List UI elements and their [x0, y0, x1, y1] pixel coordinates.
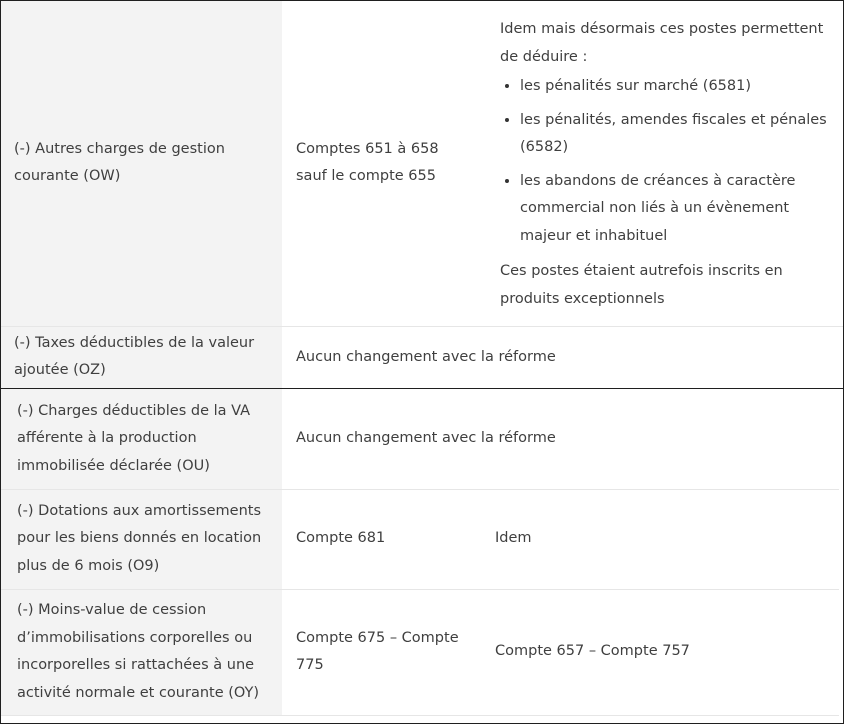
row-note: Compte 657 – Compte 757: [481, 589, 839, 715]
table-row: [1, 489, 839, 589]
row-label: (-) Autres charges de gestion courante (OW): [1, 1, 282, 326]
list-item: • les pénalités, amendes fiscales et pénales (6582): [520, 107, 835, 162]
list-item: • les pénalités sur marché (6581): [520, 73, 835, 101]
note-intro: Idem mais désormais ces postes permettent de déduire :: [500, 21, 824, 65]
accounts-table-top: [1, 1, 844, 388]
table-row: [1, 389, 839, 489]
row-accounts: Compte 675 – Compte 775: [282, 589, 481, 715]
row-note: Aucun changement avec la réforme: [282, 389, 839, 489]
row-note: Idem: [481, 489, 839, 589]
table-row: [1, 326, 844, 388]
row-label: (-) Moins-value de cession d’immobilisations corporelles ou incorporelles si rattachées à une activité normale et courante (OY): [1, 589, 282, 715]
table-panel-bottom: [0, 388, 844, 724]
row-accounts: Compte 681: [282, 489, 481, 589]
accounts-table-bottom: [1, 389, 839, 716]
note-outro: Ces postes étaient autrefois inscrits en produits exceptionnels: [500, 263, 783, 307]
table-row: [1, 1, 844, 326]
row-note: Aucun changement avec la réforme: [282, 326, 844, 388]
row-accounts: Comptes 651 à 658 sauf le compte 655: [282, 1, 484, 326]
table-row: [1, 589, 839, 715]
note-list: [500, 73, 835, 250]
row-note: [484, 1, 844, 326]
list-item: • les abandons de créances à caractère commercial non liés à un évènement majeur et inhabituel: [520, 168, 835, 251]
row-label: (-) Taxes déductibles de la valeur ajoutée (OZ): [1, 326, 282, 388]
row-label: (-) Dotations aux amortissements pour les biens donnés en location plus de 6 mois (O9): [1, 489, 282, 589]
row-label: (-) Charges déductibles de la VA afférente à la production immobilisée déclarée (OU): [1, 389, 282, 489]
